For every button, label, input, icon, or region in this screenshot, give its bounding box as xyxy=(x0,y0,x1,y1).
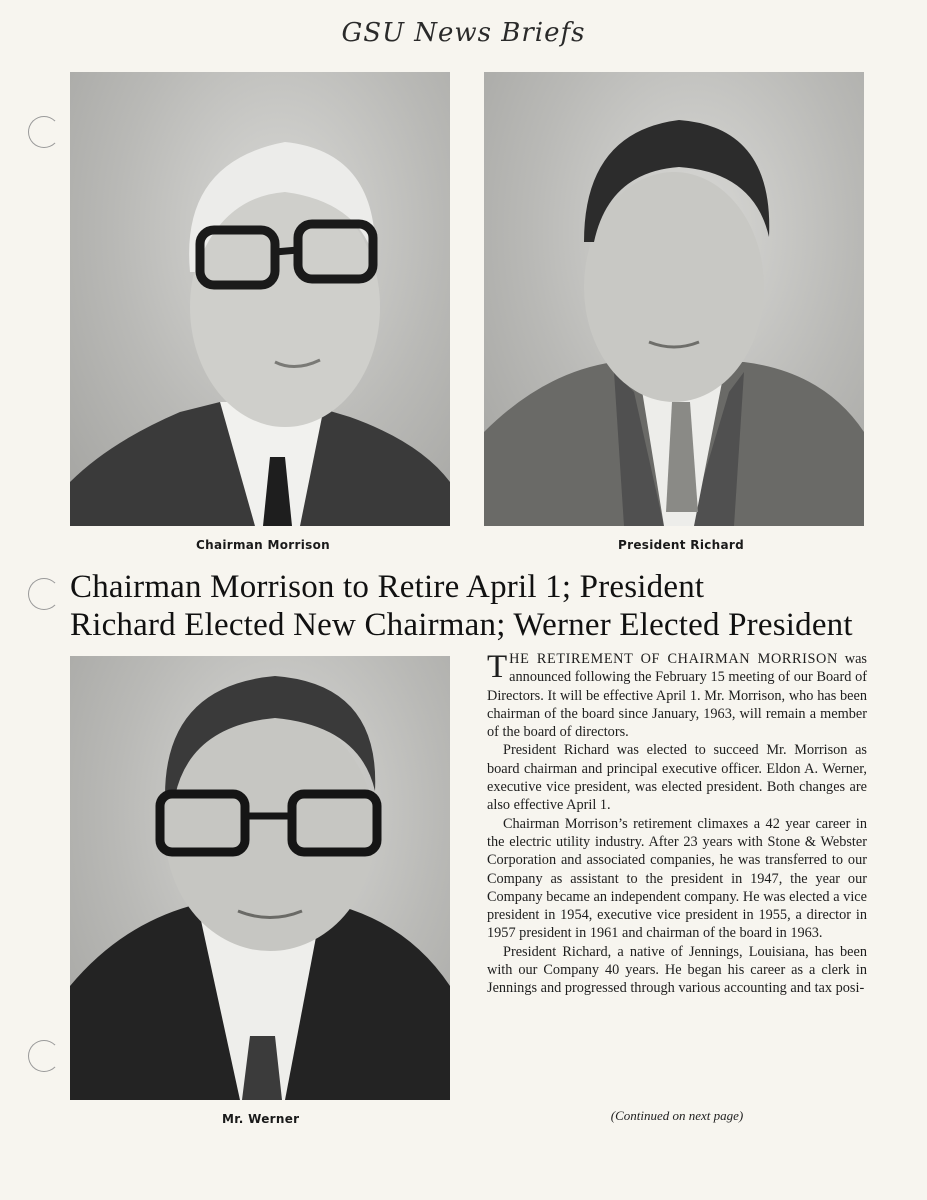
photo-chairman-morrison xyxy=(70,72,450,526)
article-paragraph: President Richard was elected to succeed Mr. Morrison as board chairman and principal executive officer. Eldon A. Werner, executive vice president, was elected president. Both changes are also effective April 1. xyxy=(487,742,867,814)
lead-in-caps: HE RETIREMENT OF CHAIRMAN MORRISON xyxy=(509,651,838,667)
drop-cap: T xyxy=(487,649,508,685)
headline-line-2: Richard Elected New Chairman; Werner Elected President xyxy=(70,607,853,643)
paragraph-text: was announced following the February 15 meeting of our Board of Directors. It will be effective April 1. Mr. Morrison, who has been chairman of the board since January, 1963, will remain a member of the board of directors. xyxy=(487,651,867,741)
caption-chairman-morrison: Chairman Morrison xyxy=(196,538,330,552)
article-paragraph xyxy=(487,650,867,741)
caption-president-richard: President Richard xyxy=(618,538,745,552)
article-paragraph: President Richard, a native of Jennings, Louisiana, has been with our Company 40 years. He began his career as a clerk in Jennings and progressed through various accounting and tax posi- xyxy=(487,943,867,997)
punch-hole xyxy=(28,1040,60,1072)
caption-mr-werner: Mr. Werner xyxy=(222,1112,300,1126)
article-paragraph: Chairman Morrison’s retirement climaxes a 42 year career in the electric utility industry. After 23 years with Stone & Webster Corporation and associated companies, he was transferred to our Company as assistant to the president in 1947, the year our Company became an independent company. He was elected a vice president in 1954, executive vice president in 1955, a director in 1957 president in 1961 and chairman of the board in 1963. xyxy=(487,815,867,942)
headline-line-1: Chairman Morrison to Retire April 1; President xyxy=(70,569,705,605)
portrait-illustration xyxy=(484,72,864,526)
headline xyxy=(70,568,870,644)
punch-hole xyxy=(28,578,60,610)
masthead-title: GSU News Briefs xyxy=(341,18,586,48)
portrait-illustration xyxy=(70,72,450,526)
photo-mr-werner xyxy=(70,656,450,1100)
portrait-illustration xyxy=(70,656,450,1100)
punch-hole xyxy=(28,116,60,148)
photo-president-richard xyxy=(484,72,864,526)
continued-note: (Continued on next page) xyxy=(610,1108,744,1123)
article-body xyxy=(487,650,867,998)
